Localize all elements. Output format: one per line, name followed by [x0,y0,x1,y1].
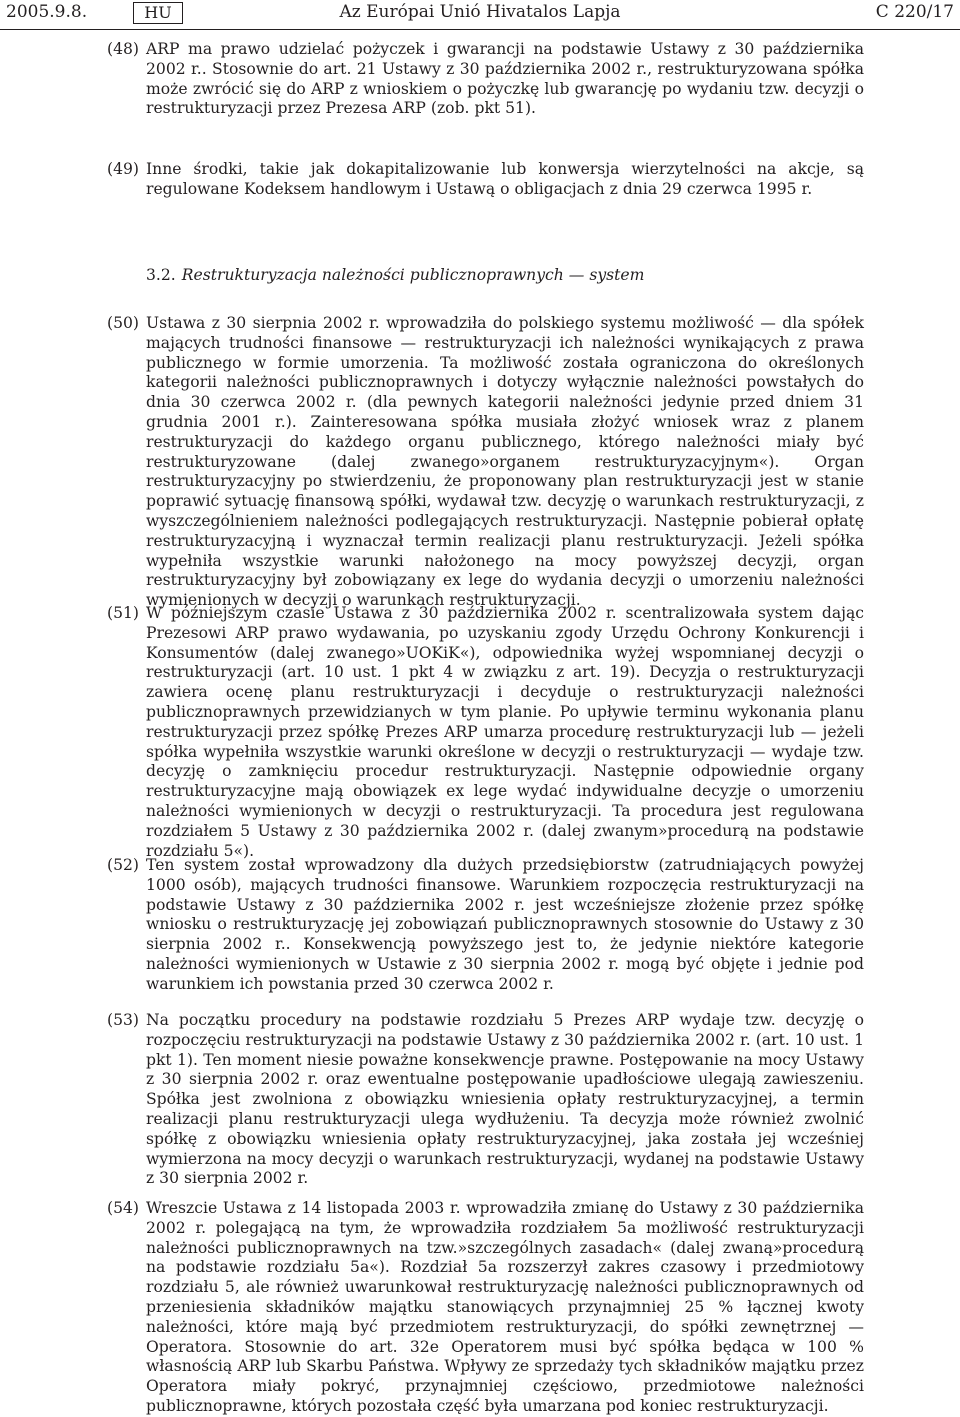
paragraph-number: (50) [107,314,140,332]
paragraph-number: (52) [107,856,140,874]
section-heading [146,265,644,285]
paragraph-number: (48) [107,40,140,58]
paragraph-number: (54) [107,1199,140,1217]
paragraph-number: (51) [107,604,140,622]
paragraph-49 [107,160,864,200]
journal-title: Az Európai Unió Hivatalos Lapja [339,2,621,22]
page-reference: C 220/17 [875,2,954,22]
paragraph-text: Wreszcie Ustawa z 14 listopada 2003 r. wprowadziła zmianę do Ustawy z 30 października 2002 r. polegającą na tym, że wprowadziła rozdziałem 5a możliwość restrukturyzacji należności publicznoprawnych na tzw.»szczególnych zasadach« (dalej zwaną»procedurą na podstawie rozdziału 5a«). Rozdział 5a rozszerzył zakres czasowy i przedmiotowy rozdziału 5, ale również uwarunkował restrukturyzację należności publicznoprawnych od przeniesienia składników majątku stanowiących przynajmniej 25 % łącznej kwoty należności, które mają być przedmiotem restrukturyzacji, do spółki zewnętrznej — Operatora. Stosownie do art. 32e Operatorem musi być spółka będąca w 100 % własnością ARP lub Skarbu Państwa. Wpływy ze sprzedaży tych składników majątku przez Operatora miały pokryć, przynajmniej częściowo, przedmiotowe należności publicznoprawne, których pozostała część była umarzana pod koniec restrukturyzacji. [146,1199,864,1415]
section-number: 3.2. [146,266,176,284]
paragraph-text: Inne środki, takie jak dokapitalizowanie lub konwersja wierzytelności na akcje, są regulowane Kodeksem handlowym i Ustawą o obligacjach z dnia 29 czerwca 1995 r. [146,160,864,198]
language-badge: HU [133,2,183,24]
paragraph-text: Ustawa z 30 sierpnia 2002 r. wprowadziła do polskiego systemu możliwość — dla spółek mających trudności finansowe — restrukturyzacji ich należności wynikających z prawa publicznego w formie umorzenia. Ta możliwość została ograniczona do określonych kategorii należności publicznoprawnych i dotyczy wyłącznie należności powstałych do dnia 30 czerwca 2002 r. (dla pewnych kategorii należności jedynie przed dniem 31 grudnia 2001 r.). Zainteresowana spółka musiała złożyć wniosek wraz z planem restrukturyzacji do każdego organu publicznego, którego należności miały być restrukturyzowane (dalej zwanego»organem restrukturyzacyjnym«). Organ restrukturyzacyjny po stwierdzeniu, że proponowany plan restrukturyzacji jest w stanie poprawić sytuację finansową spółki, wydawał tzw. decyzję o warunkach restrukturyzacji, z wyszczególnieniem należności podlegających restrukturyzacji. Następnie pobierał opłatę restrukturyzacyjną i wyznaczał termin realizacji planu restrukturyzacji. Jeżeli spółka wypełniła wszystkie warunki nałożonego na mocy powyższej decyzji, organ restrukturyzacyjny był zobowiązany ex lege do wydania decyzji o umorzeniu należności wymienionych w decyzji o warunkach restrukturyzacji. [146,314,864,610]
header-divider [0,29,960,30]
paragraph-53 [107,1011,864,1189]
paragraph-text: W późniejszym czasie Ustawa z 30 października 2002 r. scentralizowała system dając Prezesowi ARP prawo wydawania, po uzyskaniu zgody Urzędu Ochrony Konkurencji i Konsumentów (dalej zwanego»UOKiK«), odpowiednika wyżej wspomnianej decyzji o restrukturyzacji (art. 10 ust. 1 pkt 4 w związku z art. 19). Decyzja o restrukturyzacji zawiera ocenę planu restrukturyzacji i decyduje o restrukturyzacji należności publicznoprawnych przewidzianych w tym planie. Po upływie terminu wykonania planu restrukturyzacji przez spółkę Prezes ARP umarza procedurę restrukturyzacji lub — jeżeli spółka wypełniła wszystkie warunki określone w decyzji o restrukturyzacji — wydaje tzw. decyzję o zamknięciu procedur restrukturyzacji. Następnie odpowiednie organy restrukturyzacyjne mają obowiązek ex lege wydać indywidualne decyzje o umorzeniu należności wymienionych w decyzji o restrukturyzacji. Ta procedura jest regulowana rozdziałem 5 Ustawy z 30 października 2002 r. (dalej zwanym»procedurą na podstawie rozdziału 5«). [146,604,864,860]
paragraph-text: Ten system został wprowadzony dla dużych przedsiębiorstw (zatrudniających powyżej 1000 osób), mających trudności finansowe. Warunkiem rozpoczęcia restrukturyzacji na podstawie Ustawy z 30 października 2002 r. jest wcześniejsze złożenie przez spółkę wniosku o restrukturyzację jej zobowiązań publicznoprawnych stosownie do Ustawy z 30 sierpnia 2002 r.. Konsekwencją powyższego jest to, że jedynie niektóre kategorie należności wymienionych w Ustawie z 30 sierpnia 2002 r. mogą być objęte i jednie pod warunkiem ich powstania przed 30 czerwca 2002 r. [146,856,864,993]
paragraph-50 [107,314,864,611]
page-header [0,0,960,28]
paragraph-54 [107,1199,864,1417]
paragraph-number: (53) [107,1011,140,1029]
paragraph-51 [107,604,864,861]
publication-date: 2005.9.8. [6,2,88,22]
paragraph-text: Na początku procedury na podstawie rozdziału 5 Prezes ARP wydaje tzw. decyzję o rozpoczęciu restrukturyzacji na podstawie Ustawy z 30 października 2002 r. (art. 10 ust. 1 pkt 1). Ten moment niesie poważne konsekwencje prawne. Postępowanie na mocy Ustawy z 30 sierpnia 2002 r. oraz ewentualne postępowanie upadłościowe ulegają zawieszeniu. Spółka jest zwolniona z obowiązku wniesienia opłaty restrukturyzacyjnej, a termin realizacji planu restrukturyzacji ulega wydłużeniu. Ta decyzja może również zwolnić spółkę z obowiązku wniesienia opłaty restrukturyzacyjnej, jaka została jej wcześniej wymierzona na mocy decyzji o warunkach restrukturyzacji, wydanej na podstawie Ustawy z 30 sierpnia 2002 r. [146,1011,864,1188]
paragraph-text: ARP ma prawo udzielać pożyczek i gwarancji na podstawie Ustawy z 30 października 2002 r.. Stosownie do art. 21 Ustawy z 30 października 2002 r., restrukturyzowana spółka może zwrócić się do ARP z wnioskiem o pożyczkę lub gwarancję po wydaniu tzw. decyzji o restrukturyzacji przez Prezesa ARP (zob. pkt 51). [146,40,864,118]
paragraph-number: (49) [107,160,140,178]
paragraph-52 [107,856,864,995]
section-title: Restrukturyzacja należności publicznoprawnych — system [181,266,645,284]
paragraph-48 [107,40,864,119]
